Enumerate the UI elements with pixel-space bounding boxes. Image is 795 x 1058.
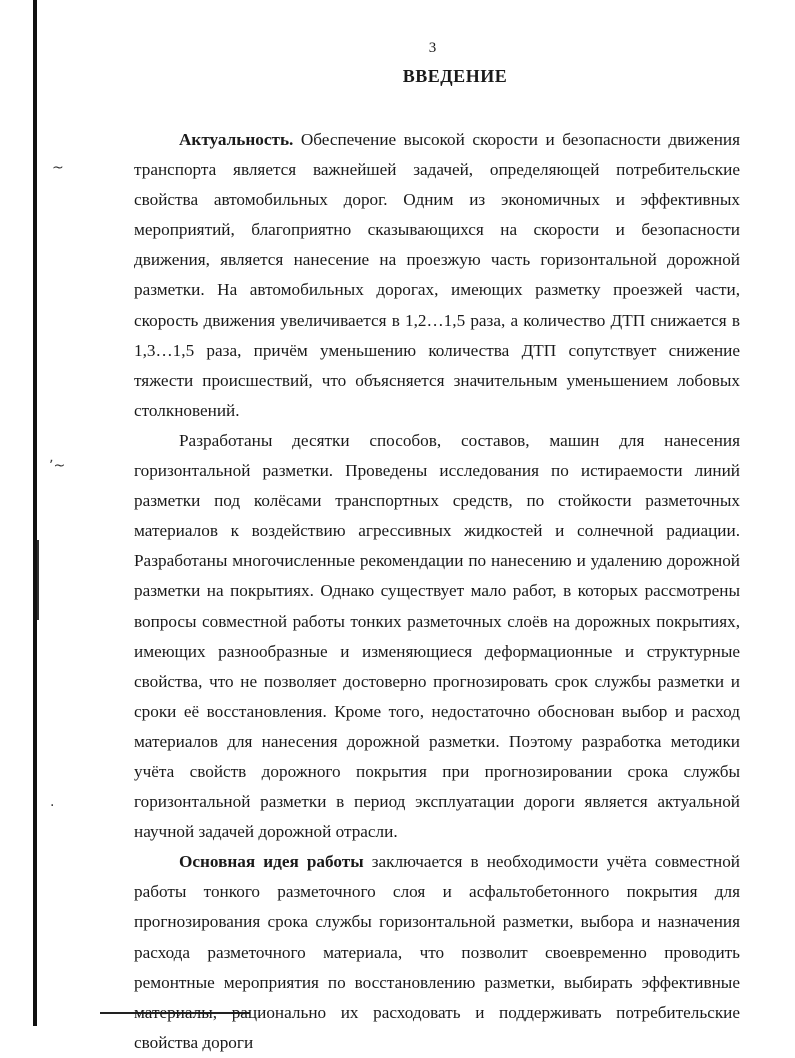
paragraph-research xyxy=(134,426,740,847)
paragraph-text: заключается в необходимости учёта совместной работы тонкого разметочного слоя и асфальтобетонного покрытия для прогнозирования срока службы горизонтальной разметки, выбора и назначения расхода разметочного материала, что позволит своевременно проводить ремонтные мероприятия по восстановлению разметки, выбирать эффективные материалы, рационально их расходовать и поддерживать потребительские свойства дороги xyxy=(134,852,740,1052)
margin-mark: · xyxy=(50,798,55,814)
paragraph-relevance xyxy=(134,125,740,426)
paragraph-text: Разработаны десятки способов, составов, машин для нанесения горизонтальной разметки. Проведены исследования по истираемости линий разметки под колёсами транспортных средств, по стойкости разметочных материалов к воздействию агрессивных жидкостей и солнечной радиации. Разработаны многочисленные рекомендации по нанесению и удалению дорожной разметки на покрытиях. Однако существует мало работ, в которых рассмотрены вопросы совместной работы тонких разметочных слоёв на дорожных покрытиях, имеющих разнообразные и изменяющиеся деформационные и структурные свойства, что не позволяет достоверно прогнозировать срок службы разметки и сроки её восстановления. Кроме того, недостаточно обоснован выбор и расход материалов для нанесения дорожной разметки. Поэтому разработка методики учёта свойств дорожного покрытия при прогнозировании срока службы горизонтальной разметки в период эксплуатации дороги является актуальной научной задачей дорожной отрасли. xyxy=(134,430,740,842)
scan-edge-artifact xyxy=(37,540,39,620)
page-title: ВВЕДЕНИЕ xyxy=(402,66,508,86)
margin-mark: ~ xyxy=(52,160,64,176)
scan-left-edge xyxy=(33,0,37,1026)
paragraph-text: Обеспечение высокой скорости и безопасности движения транспорта является важнейшей задачей, определяющей потребительские свойства автомобильных дорог. Одним из экономичных и эффективных мероприятий, благоприятно сказывающихся на скорости и безопасности движения, является нанесение на проезжую часть горизонтальной дорожной разметки. На автомобильных дорогах, имеющих разметку проезжей части, скорость движения увеличивается в 1,2…1,5 раза, а количество ДТП снижается в 1,3…1,5 раза, причём уменьшению количества ДТП сопутствует снижение тяжести происшествий, что объясняется значительным уменьшением лобовых столкновений. xyxy=(134,130,740,420)
margin-mark: ʼ~ xyxy=(49,458,66,474)
paragraph-main-idea xyxy=(134,847,740,1058)
page-number: 3 xyxy=(428,40,437,56)
paragraph-lead: Актуальность. xyxy=(179,130,294,149)
paragraph-lead: Основная идея работы xyxy=(179,852,364,872)
document-body xyxy=(134,125,740,1058)
